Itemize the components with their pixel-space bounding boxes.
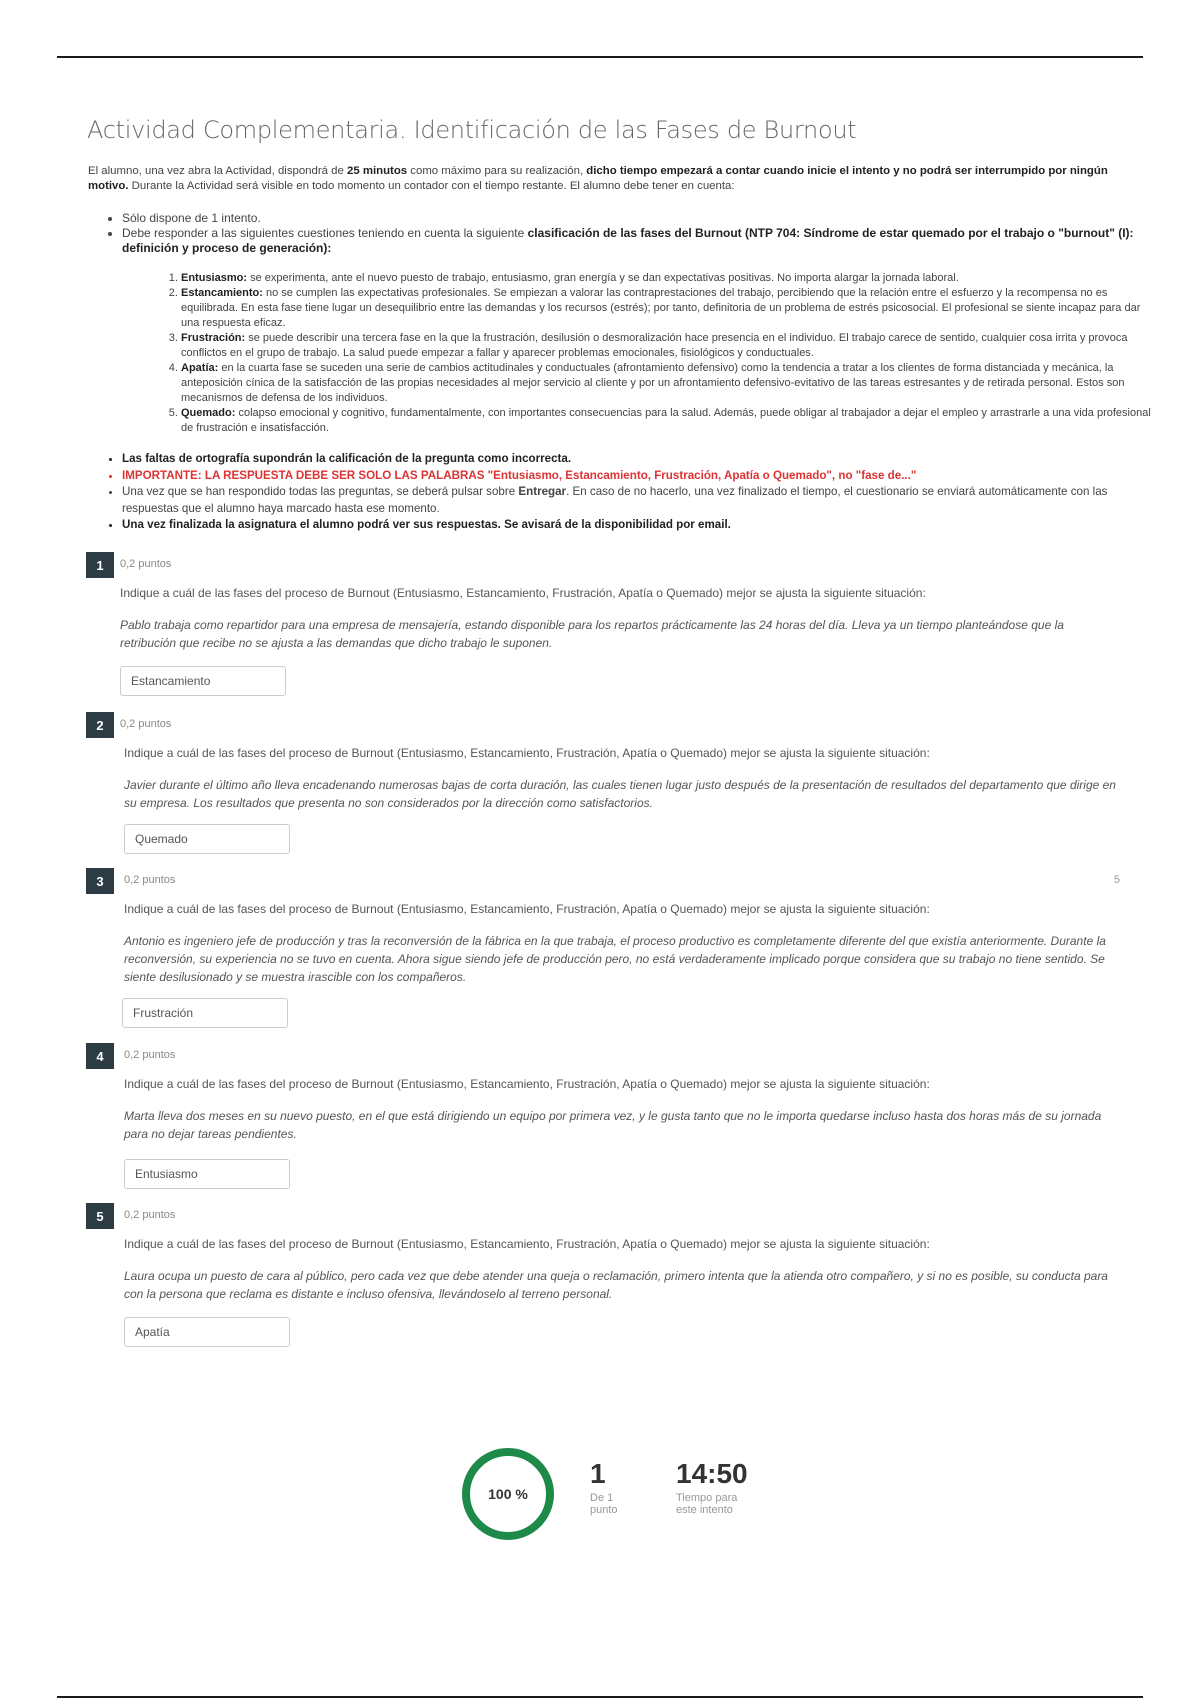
phase-name: Entusiasmo:: [181, 272, 248, 284]
question-number: 3: [86, 868, 114, 894]
question-points: 0,2 puntos: [124, 874, 176, 886]
phase-name: Apatía:: [181, 362, 219, 374]
page-title: Actividad Complementaria. Identificación de las Fases de Burnout: [87, 116, 857, 144]
intro-paragraph: [88, 164, 1118, 194]
phases-list: [128, 271, 1161, 436]
answer-field[interactable]: Entusiasmo: [124, 1159, 290, 1189]
question-prompt: Indique a cuál de las fases del proceso de Burnout (Entusiasmo, Estancamiento, Frustración, Apatía o Quemado) mejor se ajusta la siguiente situación:: [120, 586, 926, 600]
top-rule: [57, 56, 1143, 58]
phase-name: Quemado:: [181, 407, 236, 419]
note-important: • IMPORTANTE: LA RESPUESTA DEBE SER SOLO LAS PALABRAS "Entusiasmo, Estancamiento, Frustración, Apatía o Quemado", no "fase de...": [122, 468, 1152, 485]
question-mark: 5: [1113, 874, 1120, 886]
question-2: [86, 712, 1126, 862]
phase-desc: no se cumplen las expectativas profesionales. Se empiezan a valorar las contraprestaciones del trabajo, percibiendo que la relación entre el esfuerzo y la recompensa no es equilibrada. En esta fase tiene lugar un desequilibrio entre las demandas y los recursos (estrés); por tanto, definitoria de un problema de estrés psicosocial. El profesional se siente incapaz para dar una respuesta eficaz.: [181, 287, 1141, 329]
intro-text-1: El alumno, una vez abra la Actividad, dispondrá de: [88, 165, 347, 177]
question-number: 1: [86, 552, 114, 578]
question-4: [86, 1043, 1126, 1193]
note-results: • Una vez finalizada la asignatura el alumno podrá ver sus respuestas. Se avisará de la disponibilidad por email.: [122, 517, 1152, 534]
notes-list: [88, 451, 1152, 534]
question-situation: Laura ocupa un puesto de cara al público, pero cada vez que debe atender una queja o reclamación, primero intenta que la atienda otro compañero, y si no es posible, su conducta para con la persona que reclama es distante e incluso ofensiva, llevándoselo al terreno personal.: [124, 1269, 1108, 1301]
phase-desc: se experimenta, ante el nuevo puesto de trabajo, entusiasmo, gran energía y se dan expectativas positivas. No importa alargar la jornada laboral.: [247, 272, 959, 284]
question-3: [86, 868, 1126, 1038]
score-time-label: Tiempo para este intento: [676, 1492, 738, 1516]
question-number: 2: [86, 712, 114, 738]
phase-item: [181, 286, 1161, 331]
question-1: [86, 552, 1126, 702]
phase-name: Frustración:: [181, 332, 246, 344]
answer-field[interactable]: Estancamiento: [120, 666, 286, 696]
question-prompt: Indique a cuál de las fases del proceso de Burnout (Entusiasmo, Estancamiento, Frustración, Apatía o Quemado) mejor se ajusta la siguiente situación:: [124, 1077, 930, 1091]
phase-name: Estancamiento:: [181, 287, 263, 299]
score-points-label: De 1 punto: [590, 1492, 618, 1516]
phase-item: [181, 361, 1161, 406]
phase-desc: colapso emocional y cognitivo, fundamentalmente, con importantes consecuencias para la salud. Además, puede obligar al trabajador a dejar el empleo y arrastrarle a una vida profesional de frustración e insatisfacción.: [181, 407, 1151, 434]
phase-desc: en la cuarta fase se suceden una serie de cambios actitudinales y conductuales (afrontamiento defensivo) como la tendencia a tratar a los clientes de forma distanciada y mecánica, la anteposición cínica de la satisfacción de las propias necesidades al mejor servicio al cliente y por un afrontamiento defensivo-evitativo de las tareas estresantes y de retirada personal. Estos son mecanismos de defensa de los individuos.: [181, 362, 1125, 404]
note-spelling: • Las faltas de ortografía supondrán la calificación de la pregunta como incorrecta.: [122, 451, 1152, 468]
answer-field[interactable]: Frustración: [122, 998, 288, 1028]
instruction-attempts: • Sólo dispone de 1 intento.: [122, 211, 1152, 226]
question-number: 4: [86, 1043, 114, 1069]
question-prompt: Indique a cuál de las fases del proceso de Burnout (Entusiasmo, Estancamiento, Frustración, Apatía o Quemado) mejor se ajusta la siguiente situación:: [124, 746, 930, 760]
question-prompt: Indique a cuál de las fases del proceso de Burnout (Entusiasmo, Estancamiento, Frustración, Apatía o Quemado) mejor se ajusta la siguiente situación:: [124, 902, 930, 916]
question-points: 0,2 puntos: [124, 1209, 176, 1221]
phase-item: [181, 271, 1161, 286]
score-time: 14:50: [676, 1458, 748, 1489]
instructions-list: [88, 211, 1152, 256]
bottom-rule: [57, 1696, 1143, 1698]
question-points: 0,2 puntos: [120, 718, 172, 730]
note-submit-text-1: Una vez que se han respondido todas las preguntas, se deberá pulsar sobre: [122, 485, 519, 498]
instruction-classification-bold: clasificación de las fases del Burnout (NTP 704: Síndrome de estar quemado por el trabajo o "burnout" (I): definición y proceso de generación):: [122, 226, 1134, 255]
question-situation: Marta lleva dos meses en su nuevo puesto, en el que está dirigiendo un equipo por primera vez, y le gusta tanto que no le importa quedarse incluso hasta dos horas más de su jornada para no dejar tareas pendientes.: [124, 1109, 1102, 1141]
instruction-classification: [122, 226, 1152, 256]
question-situation: Antonio es ingeniero jefe de producción y tras la reconversión de la fábrica en la que trabaja, el proceso productivo es completamente diferente del que existía anteriormente. Durante la reconversión, su experiencia no se tuvo en cuenta. Ahora sigue siendo jefe de producción pero, no está verdaderamente implicado porque considera que su trabajo no tiene sentido. Se siente desilusionado y se muestra irascible con los compañeros.: [124, 934, 1106, 984]
question-situation: Pablo trabaja como repartidor para una empresa de mensajería, estando disponible para los repartos prácticamente las 24 horas del día. Lleva ya un tiempo planteándose que la retribución que recibe no se ajusta a las demandas que dicho trabajo le suponen.: [120, 618, 1064, 650]
intro-bold-warning: dicho tiempo empezará a contar cuando inicie el intento y no podrá ser interrumpido por ningún motivo.: [88, 165, 1108, 192]
answer-field[interactable]: Quemado: [124, 824, 290, 854]
score-percent: 100 %: [488, 1486, 528, 1502]
answer-field[interactable]: Apatía: [124, 1317, 290, 1347]
score-points: 1: [590, 1458, 606, 1489]
phase-desc: se puede describir una tercera fase en la que la frustración, desilusión o desmoralización hace presencia en el individuo. El trabajo carece de sentido, cualquier cosa irrita y provoca conflictos en el grupo de trabajo. La salud puede empezar a fallar y aparecer problemas emocionales, fisiológicos y conductuales.: [181, 332, 1128, 359]
phase-item: [181, 331, 1161, 361]
score-time-block: [676, 1458, 748, 1516]
note-submit: [122, 484, 1152, 517]
instruction-classification-text: Debe responder a las siguientes cuestiones teniendo en cuenta la siguiente: [122, 226, 528, 240]
note-submit-text-2: . En caso de no hacerlo, una vez finalizado el tiempo, el cuestionario se enviará automáticamente con las respuestas que el alumno haya marcado hasta ese momento.: [122, 485, 1108, 515]
score-points-block: [590, 1458, 618, 1516]
question-prompt: Indique a cuál de las fases del proceso de Burnout (Entusiasmo, Estancamiento, Frustración, Apatía o Quemado) mejor se ajusta la siguiente situación:: [124, 1237, 930, 1251]
question-points: 0,2 puntos: [120, 558, 172, 570]
question-points: 0,2 puntos: [124, 1049, 176, 1061]
note-submit-bold: Entregar: [518, 485, 567, 498]
intro-text-2: como máximo para su realización,: [407, 165, 587, 177]
question-situation: Javier durante el último año lleva encadenando numerosas bajas de corta duración, las cuales tienen lugar justo después de la presentación de resultados del departamento que dirige en su empresa. Los resultados que presenta no son considerados por la dirección como satisfactorios.: [124, 778, 1116, 810]
intro-minutes: 25 minutos: [346, 165, 408, 177]
phase-item: [181, 406, 1161, 436]
question-number: 5: [86, 1203, 114, 1229]
question-5: [86, 1203, 1126, 1353]
intro-text-3: Durante la Actividad será visible en todo momento un contador con el tiempo restante. El alumno debe tener en cuenta:: [128, 180, 735, 192]
